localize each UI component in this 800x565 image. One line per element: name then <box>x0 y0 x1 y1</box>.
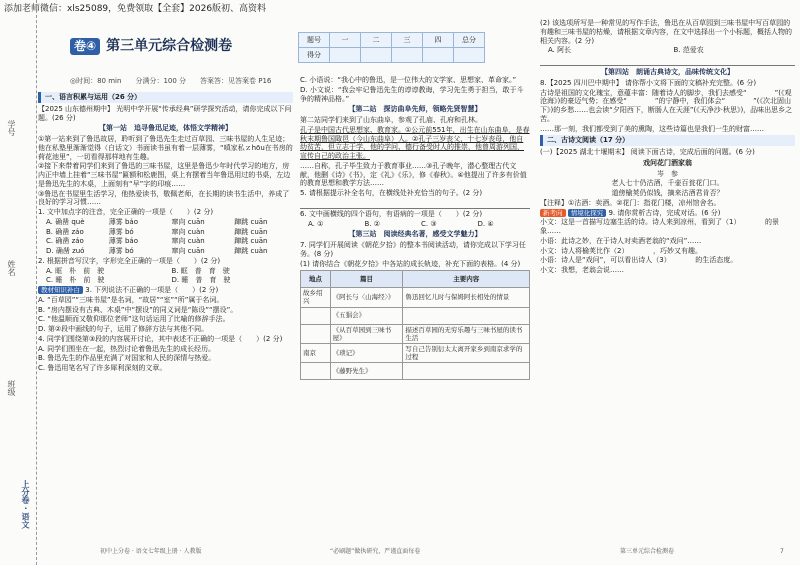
dialog-line: 小语：诗人是“戏问”，可以看出诗人（3） 的生活态度。 <box>540 256 738 265</box>
option[interactable]: D. 确凿 zuó <box>46 247 85 255</box>
tag-badge: 新考向 <box>540 209 566 217</box>
tag-badge: 教材知识补白 <box>38 286 83 294</box>
option[interactable]: A. “百草园”“三味书屋”是名词，“故居”“室”“所”属于名词。 <box>38 295 224 304</box>
question-8-end: ……那一刻，我们都受到了美的熏陶，这些诗篇也是我们一生的财富…… <box>540 124 764 133</box>
option[interactable]: D. 第②段中画线的句子，运用了修辞方法与其他不同。 <box>38 325 209 333</box>
table-row <box>301 324 530 343</box>
question-4: 4. 同学们围绕第③段的内容展开讨论，其中表述不正确的一项是（ ）(2 分) <box>38 334 283 343</box>
question-2: 2. 根据拼音写汉字，字形完全正确的一项是（ ）(2 分) <box>38 256 221 265</box>
option: 薄雾 bó <box>108 227 134 236</box>
question-7b: (2) 该选项所写是一种常见的写作手法，鲁迅在从百草园到三味书屋中写百草园的有趣和三味书屋的枯燥，请根据文章内容，在文中选择出一个小标题，概括人物的相关内容。(2 分) <box>540 19 792 45</box>
table-cell[interactable] <box>301 324 331 343</box>
table-cell: 鲁迅回忆儿时与保姆阿长相处的情景 <box>403 288 530 307</box>
station-heading: 【第四站 朗诵古典诗文，品味传统文化】 <box>601 68 734 76</box>
option[interactable]: B. 确凿 záo <box>46 227 84 236</box>
score-header-cell: 总分 <box>454 33 485 48</box>
table-header: 主要内容 <box>403 271 530 288</box>
option[interactable]: D. 小文说：“我会牢记鲁迅先生的谆谆教诲，学习先生勇于担当，敢于斗争的精神品格。” <box>300 85 524 103</box>
option[interactable]: D. 睡 普 育 驶 <box>171 276 231 285</box>
option: 窜向 cuàn <box>171 227 205 236</box>
option[interactable]: A. 眶 朴 前 驶 <box>46 266 105 275</box>
option[interactable]: B. 眶 普 育 驶 <box>171 266 230 275</box>
table-row <box>301 307 530 324</box>
table-cell: 《藤野先生》 <box>330 363 403 380</box>
table-row <box>301 343 530 362</box>
page-title <box>70 38 232 56</box>
option[interactable]: D. ④ <box>477 219 494 228</box>
table-cell[interactable] <box>301 363 331 380</box>
table-cell: 描述百草园的无穷乐趣与三味书屋的读书生活 <box>403 324 530 343</box>
passage-paragraph: ②接下来带着同学们来到了鲁迅的三味书屋，这里是鲁迅少年时代学习的地方，房内正中墙上挂着“三味书屋”匾额和松鹿图，桌上有摆着当年鲁迅用过的书桌，左边是鲁迅先生的木桌，上面刻有“早”字的印痕…… <box>38 162 291 188</box>
poem-author: 岑 参 <box>657 169 678 178</box>
question-5: 5. 请根据提示补全名句，在横线处补充恰当的句子。(2 分) <box>300 189 483 197</box>
option: 蹿跳 cuān <box>234 217 268 226</box>
score-row-label: 得分 <box>299 48 330 63</box>
column-right <box>540 18 795 276</box>
table-header: 篇目 <box>330 271 403 288</box>
question-9-text: 9. 请你赏析古诗，完成对话。(6 分) <box>608 208 721 217</box>
question-3-text: 3. 下列说法不正确的一项是（ ）(2 分) <box>85 286 219 294</box>
option: 窜向 cuàn <box>171 237 205 246</box>
score-table <box>298 32 485 63</box>
station-heading: 【第三站 阅读经典名著，感受文学魅力】 <box>348 230 482 239</box>
option: 薄雾 báo <box>108 217 138 226</box>
question-8-body: 古诗是祖国的文化瑰宝，意蕴丰富：随着诗人的脚步，我们去感受“ ”(《观沧海》)的豪迈气势；在感受“ ”的宁静中，我们体会“ ”(《次北固山下》)的乡愁……也会读“夕阳西下，断肠人在天涯”(《天净沙·秋思》)，品味出思乡之苦。 <box>540 88 793 123</box>
question-6: 6. 文中画横线的四个语句，有语病的一项是（ ）(2 分) <box>300 209 483 218</box>
score-header-cell: 二 <box>361 33 392 48</box>
intro-text: 【2025 山东德州期中】 光明中学开展“传承经典”研学探究活动，请你完成以下问题。(26 分) <box>38 104 292 122</box>
option[interactable]: C. 确凿 záo <box>46 237 84 246</box>
tag-badge: 情境化探究 <box>568 209 607 217</box>
option: 薄雾 báo <box>108 237 138 246</box>
table-row <box>301 288 530 307</box>
option[interactable]: B. 鲁迅先生的作品里充满了对国家和人民的深情与热爱。 <box>38 354 216 363</box>
dialog-line: 小文：我想，老翁会说…… <box>540 266 624 274</box>
option[interactable]: C. 小语说：“我心中的鲁迅，是一位伟大的文学家、思想家、革命家。” <box>300 76 517 84</box>
option[interactable]: B. ② <box>364 219 381 228</box>
score-header-cell: 一 <box>330 33 361 48</box>
question-1-options <box>46 218 293 256</box>
question-9 <box>540 209 795 218</box>
table-cell[interactable] <box>403 307 530 324</box>
option[interactable]: C. “他温顺而又敬仰那位老师”这句话运用了比喻的修辞手法。 <box>38 315 230 324</box>
spine-label-id: 学号 <box>7 120 16 136</box>
score-cell[interactable] <box>392 48 423 63</box>
unit-badge: 卷④ <box>70 38 100 55</box>
option: 蹿跳 cuān <box>234 227 268 236</box>
table-row <box>301 363 530 380</box>
option[interactable]: B. 范爱农 <box>673 46 704 55</box>
footer-center: “必刷题”做执研究，严谨直面每卷 <box>330 548 421 555</box>
dialog-line: 小文：这是一首描写边塞生活的诗。诗人来到凉州，看到了（1） 的景象…… <box>540 218 779 235</box>
option[interactable]: A. 同学们围坐在一起，热烈讨论着鲁迅先生的成长经历。 <box>38 344 216 353</box>
option[interactable]: C. 睡 朴 前 驶 <box>46 276 105 285</box>
question-3 <box>38 286 293 295</box>
question-8: 8.【2025 四川巴中期中】 请你帮小文将下面的文稿补充完整。(6 分) <box>540 78 757 87</box>
column-middle <box>300 75 530 380</box>
passage-paragraph: ①第一站来到了鲁迅故居，聆听到了鲁迅先生走过百草园、三味书屋的人生足迹；他在私塾里渐渐觉得（白话文）书面读书虽有着一层薄雾，“嗔家私ｚhōu在书房的荷花池里”，一切看得那样地有生趣。 <box>38 135 293 161</box>
option[interactable]: A. 确凿 què <box>46 217 85 226</box>
score-cell[interactable] <box>423 48 454 63</box>
option[interactable]: C. 鲁迅用笔名写了许多犀利深刻的文章。 <box>38 364 167 372</box>
option[interactable]: A. 阿长 <box>548 46 572 55</box>
passage-paragraph: 孔子是中国古代思想家、教育家。①公元前551年，出生在山东曲阜，是春秋末期鲁国陬邑（今山东曲阜）人。②孔子三岁丧父，十七岁丧母，他自幼贫苦，但立志于学，他的学问、德行备受时人的推崇，他曾周游列国，宣传自己的政治主张。 <box>300 125 530 160</box>
question-7: 7. 同学们开展阅读《朝花夕拾》的整本书阅读活动，请你完成以下学习任务。(8 分) <box>300 241 526 258</box>
score-cell[interactable] <box>330 48 361 63</box>
title-text: 第三单元综合检测卷 <box>106 38 233 54</box>
table-cell: 《从百草园到三味书屋》 <box>330 324 403 343</box>
section-subheading: (一)【2025 湖北十堰期末】 阅读下面古诗，完成后面的问题。(6 分) <box>540 148 755 156</box>
page-number: 7 <box>780 548 784 555</box>
option[interactable]: C. ③ <box>421 219 437 228</box>
poem-note: 【注释】①沽酒：卖酒。②花门：指花门楼，凉州馆舍名。 <box>540 198 721 207</box>
passage-paragraph: ……自称，孔子毕生致力于教育事业……③孔子晚年，潜心整理古代文献，他删《诗》《书》，定《礼》《乐》，修《春秋》。④他提出了许多有价值的教育思想和教学方法…… <box>300 161 527 188</box>
score-header-cell: 三 <box>392 33 423 48</box>
brand-logo-text: 上分卷 · 语文 <box>21 480 30 529</box>
footer-right: 第三单元综合检测卷 <box>620 548 675 555</box>
answer-line[interactable] <box>300 199 530 209</box>
table-cell: 故乡绍兴 <box>301 288 331 307</box>
spine-label-name: 姓名 <box>7 260 16 276</box>
score-header-cell: 题号 <box>299 33 330 48</box>
section-heading: 一、语言积累与运用（26 分） <box>38 92 293 103</box>
table-cell: 写自己告别衍太太离开家乡到南京求学的过程 <box>403 343 530 362</box>
option[interactable]: A. ① <box>308 219 324 228</box>
table-cell: 《琐记》 <box>330 343 403 362</box>
option: 薄雾 bó <box>108 247 134 255</box>
poem-line: 道傍榆荚仍似钱，摘来沽酒君肯否？ <box>611 189 724 197</box>
table-cell: 《五猖会》 <box>330 307 403 324</box>
option: 窜向 cuān <box>171 217 205 226</box>
column-left <box>38 90 293 374</box>
table-cell[interactable] <box>403 363 530 380</box>
option[interactable]: B. “房内摆设有古典、木桌”中“摆设”的同义词是“陈设”“摆设”。 <box>38 305 238 314</box>
spine-label-class: 班级 <box>7 380 16 396</box>
exam-meta: ◎时间：80 min 分满分：100 分 答案答：见答案卷 P16 <box>70 77 272 85</box>
question-1: 1. 文中加点字的注音，完全正确的一项是（ ）(2 分) <box>38 208 214 216</box>
question-7b-options <box>548 46 795 55</box>
score-header-cell: 四 <box>423 33 454 48</box>
station-heading: 【第二站 探访曲阜先师，领略先贤智慧】 <box>348 105 482 114</box>
answer-line[interactable] <box>540 56 795 66</box>
table-cell: 南京 <box>301 343 331 362</box>
passage-paragraph: 第二站同学们来到了山东曲阜，参观了孔庙、孔府和孔林。 <box>300 116 482 124</box>
passage-paragraph: ③鲁迅在书屋里生活学习，他热爱读书，敬佩老师，在长期的读书生活中，养成了良好的学习习惯…… <box>38 189 290 207</box>
question-7a: (1) 请你结合《朝花夕拾》中各站的成长轨迹，补充下面的表格。(4 分) <box>300 259 521 268</box>
question-6-options <box>308 220 530 229</box>
table-header: 地点 <box>301 271 331 288</box>
score-cell[interactable] <box>454 48 485 63</box>
station-heading: 【第一站 追寻鲁迅足迹，体悟文学精神】 <box>99 124 232 133</box>
option: 窜向 cuān <box>171 247 205 255</box>
question-2-options <box>46 267 293 286</box>
section-heading: 二、古诗文阅读（17 分） <box>540 135 795 146</box>
option: 蹿跳 cuān <box>234 237 268 246</box>
footer-left: 初中上分卷 · 语文七年级上册 · 人教版 <box>100 548 202 555</box>
dialog-line: 小语：此诗之妙，在于诗人对卖酒老翁的“戏问”…… <box>540 236 702 245</box>
watermark-text: 添加老师微信：xls25089，免费领取【全套】2026版初、高资料 <box>4 4 267 14</box>
score-cell[interactable] <box>361 48 392 63</box>
poem-title: 戏问花门酒家翁 <box>643 158 692 167</box>
poem-line: 老人七十仍沽酒，千壶百瓮花门口。 <box>611 179 724 188</box>
dialog-line: 小文：诗人将榆荚比作（2） ，巧妙又有趣。 <box>540 246 702 255</box>
reading-table <box>300 270 530 380</box>
table-cell[interactable] <box>301 307 331 324</box>
table-cell: 《阿长与〈山海经〉》 <box>330 288 403 307</box>
option: 蹿跳 cuàn <box>234 247 268 255</box>
